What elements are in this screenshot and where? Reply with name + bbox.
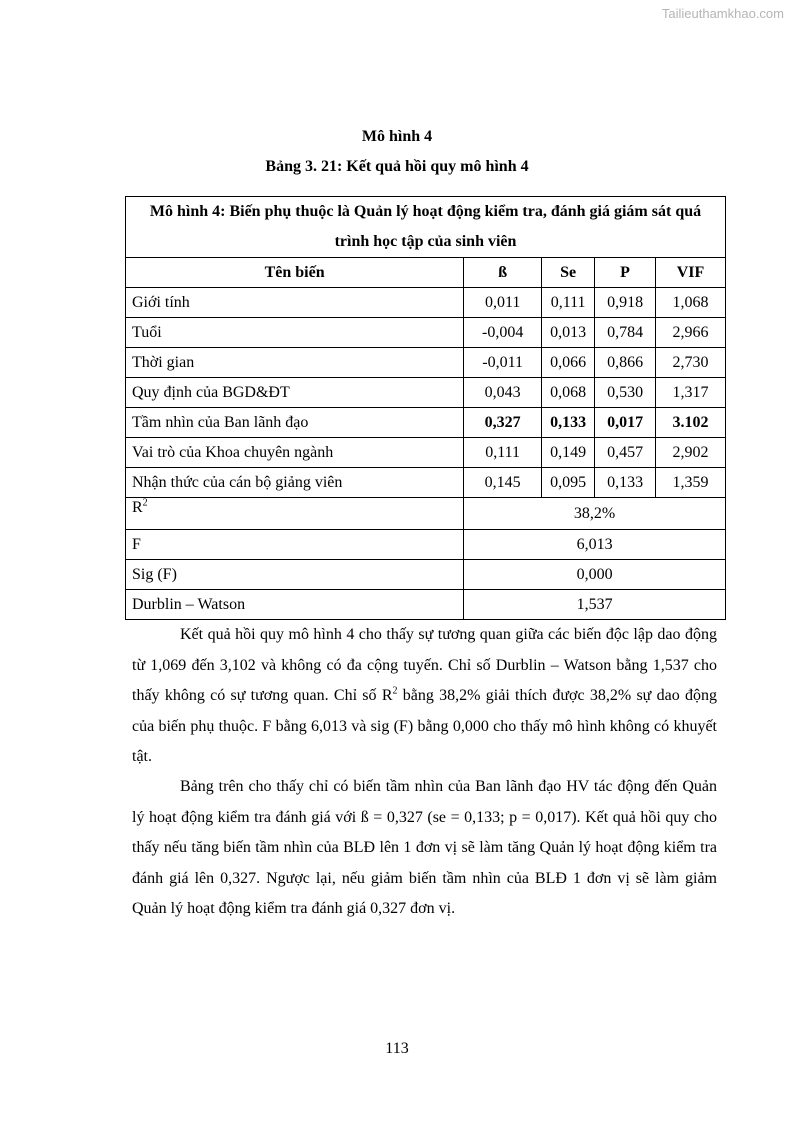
variable-name: Nhận thức của cán bộ giảng viên xyxy=(126,468,464,498)
variable-name: Thời gian xyxy=(126,348,464,378)
beta-value: -0,011 xyxy=(464,348,542,378)
vif-value: 1,317 xyxy=(656,378,726,408)
p-value: 0,530 xyxy=(595,378,656,408)
header-variable: Tên biến xyxy=(126,258,464,288)
paragraph-2: Bảng trên cho thấy chỉ có biến tầm nhìn của Ban lãnh đạo HV tác động đến Quản lý hoạt động kiểm tra đánh giá với ß = 0,327 (se = 0,133; p = 0,017). Kết quả hồi quy cho thấy nếu tăng biến tầm nhìn của BLĐ lên 1 đơn vị sẽ làm tăng Quản lý hoạt động kiểm tra đánh giá lên 0,327. Ngược lại, nếu giảm biến tầm nhìn của BLĐ 1 đơn vị sẽ làm giảm Quản lý hoạt động kiểm tra đánh giá 0,327 đơn vị. xyxy=(132,778,717,917)
table-title: Bảng 3. 21: Kết quả hồi quy mô hình 4 xyxy=(265,158,529,175)
beta-value: 0,327 xyxy=(464,408,542,438)
variable-name: Vai trò của Khoa chuyên ngành xyxy=(126,438,464,468)
r2-value: 38,2% xyxy=(464,498,726,530)
beta-value: -0,004 xyxy=(464,318,542,348)
table-header-row xyxy=(126,258,726,288)
table-row xyxy=(126,348,726,378)
se-value: 0,133 xyxy=(542,408,595,438)
vif-value: 1,068 xyxy=(656,288,726,318)
model-title: Mô hình 4 xyxy=(361,128,433,145)
p-value: 0,457 xyxy=(595,438,656,468)
regression-table xyxy=(125,196,726,620)
sig-value: 0,000 xyxy=(464,560,726,590)
summary-row-sig xyxy=(126,560,726,590)
table-row xyxy=(126,378,726,408)
beta-value: 0,043 xyxy=(464,378,542,408)
se-value: 0,068 xyxy=(542,378,595,408)
page-number: 113 xyxy=(385,1040,409,1057)
vif-value: 2,966 xyxy=(656,318,726,348)
variable-name: Giới tính xyxy=(126,288,464,318)
header-beta: ß xyxy=(464,258,542,288)
beta-value: 0,111 xyxy=(464,438,542,468)
summary-row-r2 xyxy=(126,498,726,530)
dw-value: 1,537 xyxy=(464,590,726,620)
vif-value: 1,359 xyxy=(656,468,726,498)
sig-label: Sig (F) xyxy=(126,560,464,590)
p-value: 0,918 xyxy=(595,288,656,318)
beta-value: 0,011 xyxy=(464,288,542,318)
table-row xyxy=(126,438,726,468)
summary-row-durbin-watson xyxy=(126,590,726,620)
table-caption: Mô hình 4: Biến phụ thuộc là Quản lý hoạt động kiểm tra, đánh giá giám sát quá trình học tập của sinh viên xyxy=(126,197,726,258)
summary-row-f xyxy=(126,530,726,560)
beta-value: 0,145 xyxy=(464,468,542,498)
header-p: P xyxy=(595,258,656,288)
se-value: 0,013 xyxy=(542,318,595,348)
se-value: 0,095 xyxy=(542,468,595,498)
p-value: 0,133 xyxy=(595,468,656,498)
variable-name: Tầm nhìn của Ban lãnh đạo xyxy=(126,408,464,438)
se-value: 0,066 xyxy=(542,348,595,378)
r2-label: $R^2$ xyxy=(126,498,464,530)
se-value: 0,111 xyxy=(542,288,595,318)
watermark: Tailieuthamkhao.com xyxy=(661,6,784,21)
f-value: 6,013 xyxy=(464,530,726,560)
table-row xyxy=(126,318,726,348)
vif-value: 2,730 xyxy=(656,348,726,378)
dw-label: Durblin – Watson xyxy=(126,590,464,620)
r2-superscript: 2 xyxy=(142,497,148,509)
variable-name: Tuổi xyxy=(126,318,464,348)
paragraph-1: Kết quả hồi quy mô hình 4 cho thấy sự tương quan giữa các biến độc lập dao động từ 1,069 đến 3,102 và không có đa cộng tuyến. Chỉ số Durblin – Watson bằng 1,537 cho thấy không có sự tương quan. Chỉ số $R^2$ bằng 38,2% giải thích được 38,2% sự dao động của biến phụ thuộc. F bằng 6,013 và sig (F) bằng 0,000 cho thấy mô hình không có khuyết tật. xyxy=(132,626,717,765)
table-row xyxy=(126,288,726,318)
table-row xyxy=(126,408,726,438)
f-label: F xyxy=(126,530,464,560)
variable-name: Quy định của BGD&ĐT xyxy=(126,378,464,408)
vif-value: 3.102 xyxy=(656,408,726,438)
p-value: 0,866 xyxy=(595,348,656,378)
table-caption-row xyxy=(126,197,726,258)
p-value: 0,784 xyxy=(595,318,656,348)
p-value: 0,017 xyxy=(595,408,656,438)
header-vif: VIF xyxy=(656,258,726,288)
r2-superscript: 2 xyxy=(392,685,398,697)
table-row xyxy=(126,468,726,498)
header-se: Se xyxy=(542,258,595,288)
vif-value: 2,902 xyxy=(656,438,726,468)
se-value: 0,149 xyxy=(542,438,595,468)
